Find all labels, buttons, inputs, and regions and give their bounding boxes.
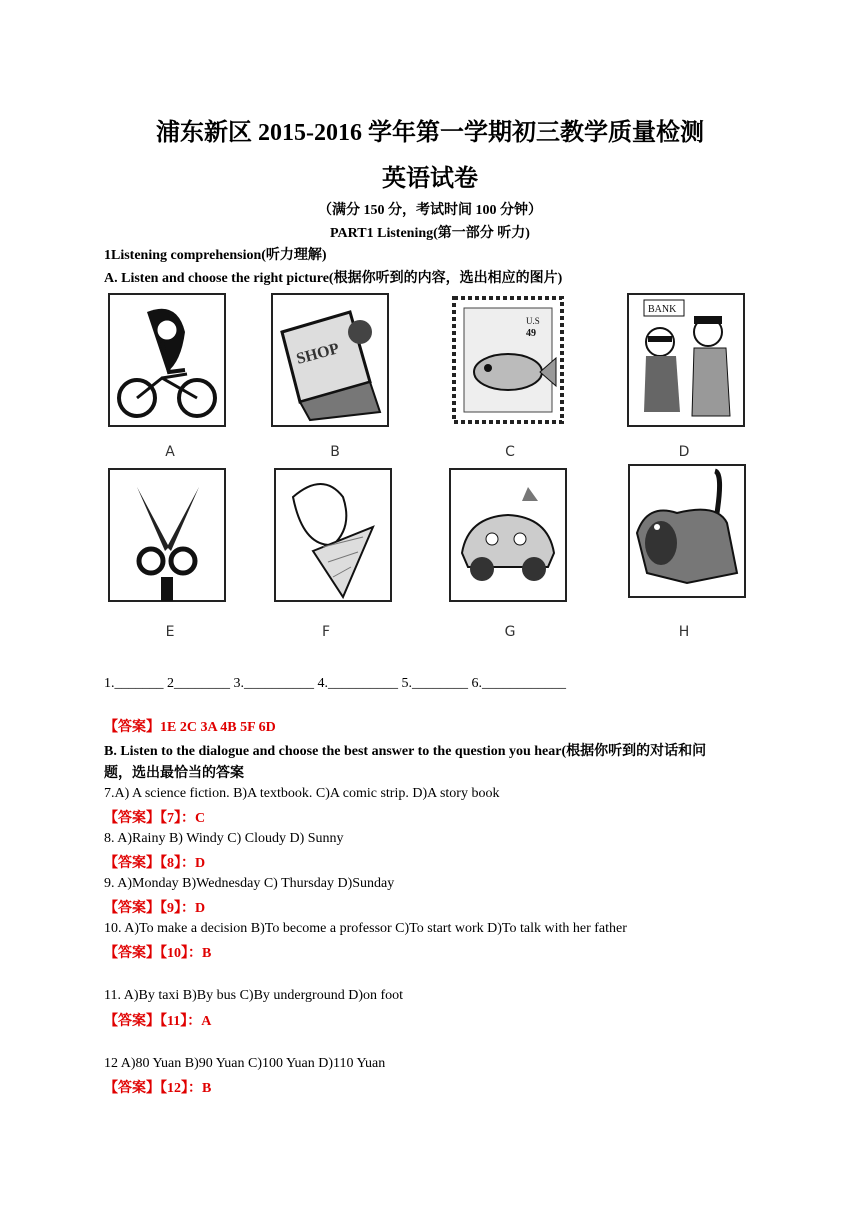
picture-label-h: H (678, 624, 690, 640)
answer-7: 【答案】【7】：C (104, 811, 206, 826)
answer-11: 【答案】【11】：A (104, 1014, 212, 1029)
picture-label-g: G (504, 624, 516, 640)
picture-label-e: E (165, 624, 175, 640)
question-11: 11. A)By taxi B)By bus C)By underground D)on foot (104, 988, 404, 1003)
answer-12: 【答案】【12】：B (104, 1081, 212, 1096)
part-a-instruction: A. Listen and choose the right picture(根据你听到的内容，选出相应的图片) (104, 271, 563, 286)
picture-label-a: A (165, 444, 175, 460)
answer-9: 【答案】【9】：D (104, 901, 206, 916)
svg-text:U.S: U.S (526, 316, 540, 326)
picture-g-toy-car-icon (448, 467, 568, 603)
svg-text:SHOP: SHOP (294, 340, 342, 368)
exam-info: （满分 150 分，考试时间 100 分钟） (318, 203, 542, 218)
answer-10: 【答案】【10】：B (104, 946, 212, 961)
exam-title: 浦东新区 2015-2016 学年第一学期初三教学质量检测 (156, 120, 704, 146)
answer-part-a: 【答案】1E 2C 3A 4B 5F 6D (104, 720, 276, 735)
picture-label-f: F (321, 624, 331, 640)
picture-h-dog-icon (627, 463, 747, 599)
part-b-instruction-line2: 题，选出最恰当的答案 (104, 766, 244, 781)
picture-e-scissors-icon (107, 467, 227, 603)
picture-f-ice-cream-icon (273, 467, 393, 603)
picture-d-bank-robber-icon (626, 292, 746, 428)
picture-label-d: D (678, 444, 690, 460)
question-7: 7.A) A science fiction. B)A textbook. C)A comic strip. D)A story book (104, 786, 500, 801)
svg-text:BANK: BANK (648, 304, 677, 315)
question-9: 9. A)Monday B)Wednesday C) Thursday D)Sunday (104, 876, 395, 891)
picture-a-girl-bicycle-icon (107, 292, 227, 428)
part-b-instruction-line1: B. Listen to the dialogue and choose the best answer to the question you hear(根据你听到的对话和问 (104, 744, 707, 759)
picture-label-b: B (330, 444, 340, 460)
answer-8: 【答案】【8】：D (104, 856, 206, 871)
exam-subtitle: 英语试卷 (382, 166, 478, 192)
question-12: 12 A)80 Yuan B)90 Yuan C)100 Yuan D)110 Yuan (104, 1056, 386, 1071)
section-heading: 1Listening comprehension(听力理解) (104, 248, 327, 263)
question-10: 10. A)To make a decision B)To become a professor C)To start work D)To talk with her father (104, 921, 627, 936)
part-heading: PART1 Listening(第一部分 听力) (330, 226, 530, 241)
picture-label-c: C (505, 444, 515, 460)
question-8: 8. A)Rainy B) Windy C) Cloudy D) Sunny (104, 831, 344, 846)
svg-text:49: 49 (526, 328, 536, 339)
answer-blanks: 1._______ 2________ 3.__________ 4.__________ 5.________ 6.____________ (104, 676, 566, 691)
picture-b-laptop-shop-icon (270, 292, 390, 428)
picture-c-fish-stamp-icon (448, 292, 568, 428)
